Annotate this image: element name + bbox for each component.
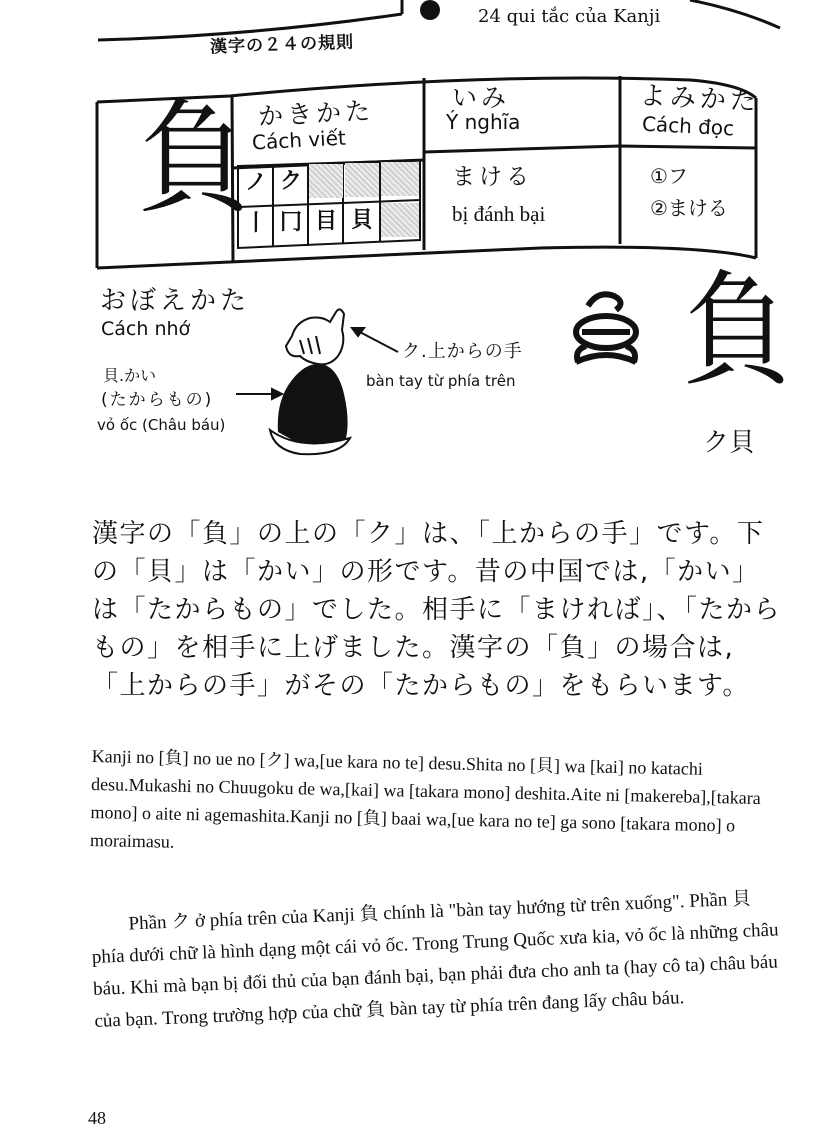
main-kanji: 負	[138, 87, 250, 231]
stroke-step-3	[309, 164, 343, 198]
remember-label-vn: Cách nhớ	[101, 318, 191, 340]
kanji-large: 負	[683, 259, 792, 404]
meaning-label-jp: いみ	[452, 83, 511, 112]
shell-label-jp: 貝.かい	[103, 366, 157, 385]
stroke-step-2: ク	[279, 169, 302, 194]
reading-label-jp: よみかた	[639, 80, 761, 118]
remember-label-jp: おぼえかた	[100, 286, 251, 316]
stroke-step-1: ノ	[244, 170, 267, 195]
writing-label-vn: Cách viết	[251, 125, 347, 155]
arrow-to-hand	[352, 328, 398, 352]
kanji-components: ク貝	[703, 428, 756, 458]
stroke-step-9: 貝	[350, 208, 373, 233]
hand-label-jp: ク.上からの手	[402, 341, 523, 362]
stroke-step-8: 目	[314, 209, 337, 234]
ancient-glyph-icon	[576, 294, 636, 362]
header-title-vn: 24 qui tắc của Kanji	[478, 6, 661, 27]
stroke-step-5	[381, 162, 419, 196]
shell-icon	[270, 364, 350, 454]
writing-label-jp: かきかた	[257, 95, 375, 132]
kanji-table-frame	[0, 0, 816, 280]
meaning-value-vn: bị đánh bại	[452, 202, 546, 226]
hand-label-vn: bàn tay từ phía trên	[366, 372, 516, 390]
reading-1: ①フ	[650, 164, 688, 188]
stroke-step-7: 冂	[279, 210, 302, 235]
hand-icon	[286, 309, 344, 364]
shell-sublabel-jp: (たからもの)	[101, 390, 214, 410]
shell-label-vn: vỏ ốc (Châu báu)	[97, 416, 226, 434]
arrow-to-shell	[236, 389, 282, 399]
header-title-jp: 漢字の２４の規則	[209, 32, 355, 58]
stroke-step-10	[381, 203, 419, 237]
page-number: 48	[88, 1108, 106, 1128]
meaning-label-vn: Ý nghĩa	[446, 110, 521, 134]
stroke-step-6: 丨	[244, 211, 267, 236]
reading-label-vn: Cách đọc	[641, 111, 735, 141]
reading-2: ②まける	[650, 196, 728, 220]
paragraph-vietnamese: Phần ク ở phía trên của Kanji 負 chính là "bàn tay hướng từ trên xuống". Phần 貝 phía dưới chữ là hình dạng một cái vỏ ốc. Trong Trung Quốc xưa kia, vỏ ốc là những châu báu. Khi mà bạn bị đối thủ của bạn đánh bại, bạn phải đưa cho anh ta (hay cô ta) châu báu của bạn. Trong trường hợp của chữ 負 bàn tay từ phía trên đang lấy châu báu.	[91, 888, 779, 1032]
meaning-value-jp: まける	[452, 164, 533, 190]
paragraph-japanese: 漢字の「負」の上の「ク」は、「上からの手」です。下の「貝」は「かい」の形です。昔の中国では,「かい」は「たからもの」でした。相手に「まければ」、「たからもの」を相手に上げました。漢字の「負」の場合は,「上からの手」がその「たからもの」をもらいます。	[92, 519, 782, 701]
stroke-step-4	[345, 163, 379, 197]
paragraph-romaji: Kanji no [負] no ue no [ク] wa,[ue kara no te] desu.Shita no [貝] wa [kai] no katachi desu.Mukashi no Chuugoku de wa,[kai] wa [takara mono] deshita.Aite ni [makereba],[takara mono] o aite ni agemashita.Kanji no [負] baai wa,[ue kara no te] ga sono [takara mono] o moraimasu.	[89, 745, 761, 852]
